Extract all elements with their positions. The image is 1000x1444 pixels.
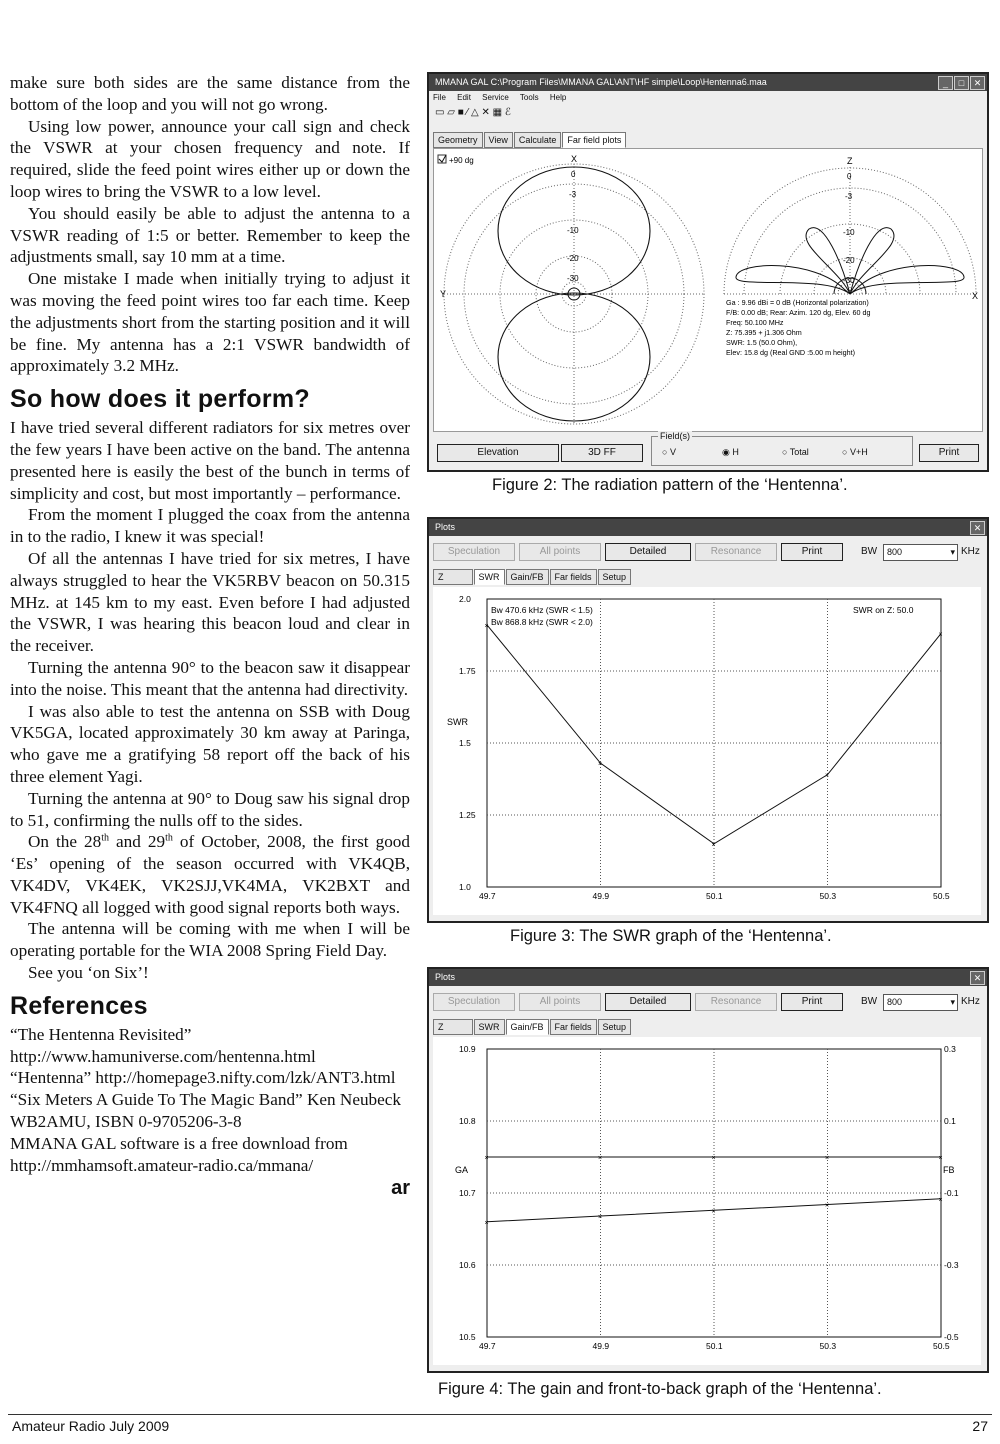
x-tick-label: 50.1 — [706, 891, 723, 901]
x-tick-label: 49.7 — [479, 1341, 496, 1351]
ring-label: -30 — [567, 274, 579, 283]
tab-view[interactable]: View — [484, 132, 513, 148]
text-run: On the 28 — [28, 832, 102, 852]
y2-tick-label: -0.3 — [944, 1260, 959, 1270]
tab-far-fields[interactable]: Far fields — [550, 569, 597, 585]
open-folder-icon[interactable]: ▱ — [447, 107, 455, 118]
antenna-icon[interactable]: ℰ — [504, 107, 511, 118]
menu-bar — [429, 91, 987, 106]
gain-plot-area — [433, 1037, 981, 1365]
x-tick-label: 50.3 — [819, 891, 837, 901]
data-point: × — [484, 1155, 489, 1162]
y-tick-label: 1.75 — [459, 666, 476, 676]
print-button[interactable]: Print — [781, 993, 843, 1011]
bw-label: BW — [861, 996, 878, 1007]
tab-gain-fb[interactable]: Gain/FB — [506, 569, 549, 585]
close-icon[interactable]: ✕ — [970, 521, 985, 535]
ring-label: 0 — [571, 170, 576, 179]
tab-calculate[interactable]: Calculate — [514, 132, 562, 148]
legend-line: Bw 868.8 kHz (SWR < 2.0) — [491, 617, 593, 627]
ring-label: -10 — [843, 228, 855, 237]
x-tick-label: 50.5 — [933, 1341, 950, 1351]
detailed-button[interactable]: Detailed — [605, 993, 691, 1011]
y2-tick-label: 0.3 — [944, 1044, 956, 1054]
tab-setup[interactable]: Setup — [598, 1019, 632, 1035]
radio-v[interactable]: ○ V — [662, 447, 676, 457]
tab-swr[interactable]: SWR — [474, 1019, 505, 1035]
y2-tick-label: -0.1 — [944, 1188, 959, 1198]
y-tick-label: 10.5 — [459, 1332, 476, 1342]
ring-label: -10 — [567, 226, 579, 235]
far-field-panel — [433, 148, 983, 432]
paragraph: I was also able to test the antenna on SSB with Doug VK5GA, located approximately 30 km away at Paringa, who gave me a gratifying 58 report off the back of his three element Yagi. — [10, 701, 410, 786]
x-tick-label: 50.5 — [933, 891, 950, 901]
info-line: Elev: 15.8 dg (Real GND :5.00 m height) — [726, 348, 856, 357]
radio-label: V+H — [849, 447, 868, 457]
data-point: × — [484, 622, 489, 630]
bw-value: 800 — [887, 997, 903, 1007]
legend-line: Bw 470.6 kHz (SWR < 1.5) — [491, 605, 593, 615]
y-tick-label: 1.0 — [459, 882, 471, 892]
data-point: × — [711, 1155, 716, 1162]
resonance-button[interactable]: Resonance — [695, 543, 777, 561]
superscript: th — [101, 832, 110, 844]
pattern-lobe — [736, 266, 850, 294]
swr-chart — [433, 587, 981, 915]
khz-label: KHz — [961, 996, 980, 1007]
info-line: Ga : 9.96 dBi = 0 dB (Horizontal polarization) — [726, 298, 869, 307]
all-points-button[interactable]: All points — [519, 993, 601, 1011]
window-titlebar — [429, 519, 987, 536]
data-point: × — [711, 841, 716, 849]
fields-label: Field(s) — [660, 431, 691, 441]
data-point: × — [598, 1214, 603, 1222]
window-titlebar — [429, 969, 987, 986]
data-point: × — [598, 1155, 603, 1162]
print-button[interactable]: Print — [781, 543, 843, 561]
data-point: × — [598, 761, 603, 769]
y-tick-label: 10.8 — [459, 1116, 476, 1126]
triangle-icon[interactable]: △ — [471, 107, 479, 118]
y-tick-label: 10.6 — [459, 1260, 476, 1270]
info-line: F/B: 0.00 dB; Rear: Azim. 120 dg, Elev. 60 dg — [726, 308, 871, 317]
3d-ff-button[interactable]: 3D FF — [561, 444, 643, 462]
ring-label: -3 — [569, 190, 577, 199]
end-mark: ar — [391, 1177, 410, 1200]
figure-caption: Figure 2: The radiation pattern of the ‘Hentenna’. — [492, 476, 848, 494]
elevation-button[interactable]: Elevation — [437, 444, 559, 462]
data-point: × — [711, 1208, 716, 1216]
ring-label: -20 — [843, 256, 855, 265]
y-tick-label: 10.7 — [459, 1188, 476, 1198]
data-point: × — [938, 1155, 943, 1162]
data-point: × — [825, 1155, 830, 1162]
tab-bar — [433, 569, 632, 584]
speculation-button[interactable]: Speculation — [433, 993, 515, 1011]
checkbox-label: +90 dg — [449, 156, 474, 165]
plots-window-gain — [427, 967, 989, 1373]
tab-swr[interactable]: SWR — [474, 569, 505, 585]
footer-rule — [8, 1414, 992, 1415]
paragraph: You should easily be able to adjust the antenna to a VSWR reading of 1:5 or better. Remember to keep the adjustments small, say 10 mm at a time. — [10, 203, 410, 267]
ring-label: -30 — [843, 276, 855, 285]
tools-icon[interactable]: ✕ — [481, 107, 490, 118]
y2-tick-label: -0.5 — [944, 1332, 959, 1342]
x-tick-label: 50.3 — [819, 1341, 837, 1351]
resonance-button[interactable]: Resonance — [695, 993, 777, 1011]
speculation-button[interactable]: Speculation — [433, 543, 515, 561]
tab-gain-fb[interactable]: Gain/FB — [506, 1019, 549, 1035]
y-axis-label: SWR — [447, 717, 468, 727]
close-icon[interactable]: ✕ — [970, 76, 985, 90]
legend-right: SWR on Z: 50.0 — [853, 605, 914, 615]
bw-select[interactable] — [883, 544, 958, 561]
axis-label-y: Y — [440, 289, 447, 299]
radio-label: Total — [789, 447, 809, 457]
radio-total[interactable]: ○ Total — [782, 447, 809, 457]
data-point: × — [484, 1219, 489, 1227]
tab-setup[interactable]: Setup — [598, 569, 632, 585]
section-heading: So how does it perform? — [10, 385, 310, 414]
reference: “Hentenna” http://homepage3.nifty.com/lzk/ANT3.html — [10, 1068, 396, 1088]
y-axis-label: GA — [455, 1165, 469, 1175]
data-point: × — [938, 631, 943, 639]
page-number: 27 — [972, 1418, 988, 1434]
pattern-lobe — [850, 266, 964, 294]
y-tick-label: 10.9 — [459, 1044, 476, 1054]
data-point: × — [938, 1196, 943, 1204]
swr-plot-area — [433, 587, 981, 915]
paragraph: Using low power, announce your call sign and check the VSWR at your chosen frequency and note. If required, slide the feed point wires either up or down the loop wires to bring the VSWR to a low level. — [10, 116, 410, 201]
bw-value: 800 — [887, 547, 903, 557]
all-points-button[interactable]: All points — [519, 543, 601, 561]
paragraph: make sure both sides are the same distance from the bottom of the loop and you will not go wrong. — [10, 73, 410, 114]
paragraph — [10, 831, 410, 918]
toolbar — [429, 106, 987, 122]
axis-label-z: Z — [847, 156, 853, 166]
paragraph: The antenna will be coming with me when I will be operating portable for the WIA 2008 Spring Field Day. — [10, 919, 410, 961]
khz-label: KHz — [961, 546, 980, 557]
x-tick-label: 49.7 — [479, 891, 496, 901]
menu-help[interactable]: Help — [549, 93, 567, 102]
paragraph: Of all the antennas I have tried for six metres, I have always struggled to hear the VK5RBV beacon on 50.315 MHz. at 145 km to my east. Even before I had adjusted the VSWR, I was hearing this beacon loud and clear in the receiver. — [10, 548, 410, 656]
info-line: SWR: 1.5 (50.0 Ohm), — [726, 338, 798, 347]
tab-geometry[interactable]: Geometry — [433, 132, 483, 148]
reference: “The Hentenna Revisited” http://www.hamuniverse.com/hentenna.html — [10, 1024, 316, 1066]
section-heading: References — [10, 991, 148, 1020]
tab-bar — [433, 132, 627, 147]
info-line: Freq: 50.100 MHz — [726, 318, 784, 327]
y-tick-label: 1.25 — [459, 810, 476, 820]
window-title: Plots — [435, 522, 456, 532]
footer-left: Amateur Radio July 2009 — [12, 1418, 170, 1434]
grid-icon[interactable]: ▦ — [492, 107, 503, 118]
gain-fb-chart — [433, 1037, 981, 1365]
tab-far-field-plots[interactable]: Far field plots — [562, 132, 626, 148]
text-run: and 29 — [109, 832, 166, 852]
y-tick-label: 1.5 — [459, 738, 471, 748]
fields-group — [651, 431, 913, 466]
ring-label: -3 — [845, 192, 853, 201]
x-tick-label: 50.1 — [706, 1341, 723, 1351]
radio-label: V — [669, 447, 676, 457]
y2-tick-label: 0.1 — [944, 1116, 956, 1126]
axis-label-x: X — [972, 291, 979, 301]
new-file-icon[interactable]: ▭ — [435, 107, 445, 118]
bw-label: BW — [861, 546, 878, 557]
paragraph: Turning the antenna 90° to the beacon saw it disappear into the noise. This meant that the antenna had directivity. — [10, 657, 410, 699]
figure-caption: Figure 3: The SWR graph of the ‘Hentenna’. — [510, 927, 832, 945]
menu-edit[interactable]: Edit — [457, 93, 471, 102]
info-block — [726, 298, 871, 357]
window-title: Plots — [435, 972, 456, 982]
radio-h[interactable]: ◉ H — [722, 447, 739, 457]
reference: MMANA GAL software is a free download from http://mmhamsoft.amateur-radio.ca/mmana/ — [10, 1133, 348, 1175]
paragraph: See you ‘on Six’! — [28, 963, 149, 983]
info-line: Z: 75.395 + j1.306 Ohm — [726, 328, 802, 337]
menu-file[interactable]: File — [433, 93, 446, 102]
chevron-down-icon: ▾ — [950, 547, 955, 557]
axis-label-x: X — [571, 154, 578, 164]
window-titlebar — [429, 74, 987, 91]
article-column — [10, 72, 410, 1200]
data-point: × — [825, 1202, 830, 1210]
x-tick-label: 49.9 — [592, 1341, 610, 1351]
radio-vh[interactable]: ○ V+H — [842, 447, 868, 457]
azimuth-plot — [440, 154, 704, 424]
paragraph: I have tried several different radiators for six metres over the few years I have been active on the band. The antenna presented here is easily the best of the bunch in terms of simplicity and cost, but most importantly – performance. — [10, 418, 410, 503]
tab-z[interactable]: Z — [433, 1019, 473, 1035]
polar-plots — [434, 149, 982, 431]
text-run: of October, 2008, the first good ‘Es’ opening of the season occurred with VK4QB, VK4DV, VK4EK, VK2SJJ,VK4MA, VK2BXT and VK4FNQ all logged with good signal reports both ways. — [10, 832, 410, 917]
menu-tools[interactable]: Tools — [519, 93, 539, 102]
mmana-window — [427, 72, 989, 472]
radio-label: H — [732, 447, 739, 457]
reference: “Six Meters A Guide To The Magic Band” Ken Neubeck WB2AMU, ISBN 0-9705206-3-8 — [10, 1090, 401, 1132]
superscript: th — [165, 832, 173, 844]
window-title: MMANA GAL C:\Program Files\MMANA GAL\ANT\HF simple\Loop\Hentenna6.maa — [435, 77, 767, 87]
close-icon[interactable]: ✕ — [970, 971, 985, 985]
paragraph: Turning the antenna at 90° to Doug saw his signal drop to 51, confirming the nulls off to the sides. — [10, 788, 410, 830]
ring-label: -20 — [567, 254, 579, 263]
paragraph: From the moment I plugged the coax from the antenna in to the radio, I knew it was special! — [10, 505, 410, 547]
ring-label: 0 — [847, 172, 852, 181]
paragraph: One mistake I made when initially trying to adjust it was moving the feed point wires too far each time. Keep the adjustments short from the starting position and it will be fine. My antenna has a 2:1 VSWR bandwidth of approximately 3.2 MHz. — [10, 269, 410, 376]
print-button[interactable]: Print — [919, 444, 979, 462]
y-tick-label: 2.0 — [459, 594, 471, 604]
maximize-icon[interactable]: □ — [954, 76, 969, 90]
tab-far-fields[interactable]: Far fields — [550, 1019, 597, 1035]
detailed-button[interactable]: Detailed — [605, 543, 691, 561]
chevron-down-icon: ▾ — [950, 997, 955, 1007]
x-tick-label: 49.9 — [592, 891, 610, 901]
plots-window-swr — [427, 517, 989, 923]
data-point: × — [825, 772, 830, 780]
tab-z[interactable]: Z — [433, 569, 473, 585]
line-tool-icon[interactable]: ⁄ — [466, 107, 469, 118]
tab-bar — [433, 1019, 632, 1034]
figure-caption: Figure 4: The gain and front-to-back graph of the ‘Hentenna’. — [438, 1380, 882, 1398]
bw-select[interactable] — [883, 994, 958, 1011]
y2-axis-label: FB — [943, 1165, 955, 1175]
minimize-icon[interactable]: _ — [938, 76, 953, 90]
menu-service[interactable]: Service — [482, 93, 509, 102]
save-icon[interactable]: ■ — [457, 107, 464, 118]
elevation-plot — [724, 156, 978, 301]
